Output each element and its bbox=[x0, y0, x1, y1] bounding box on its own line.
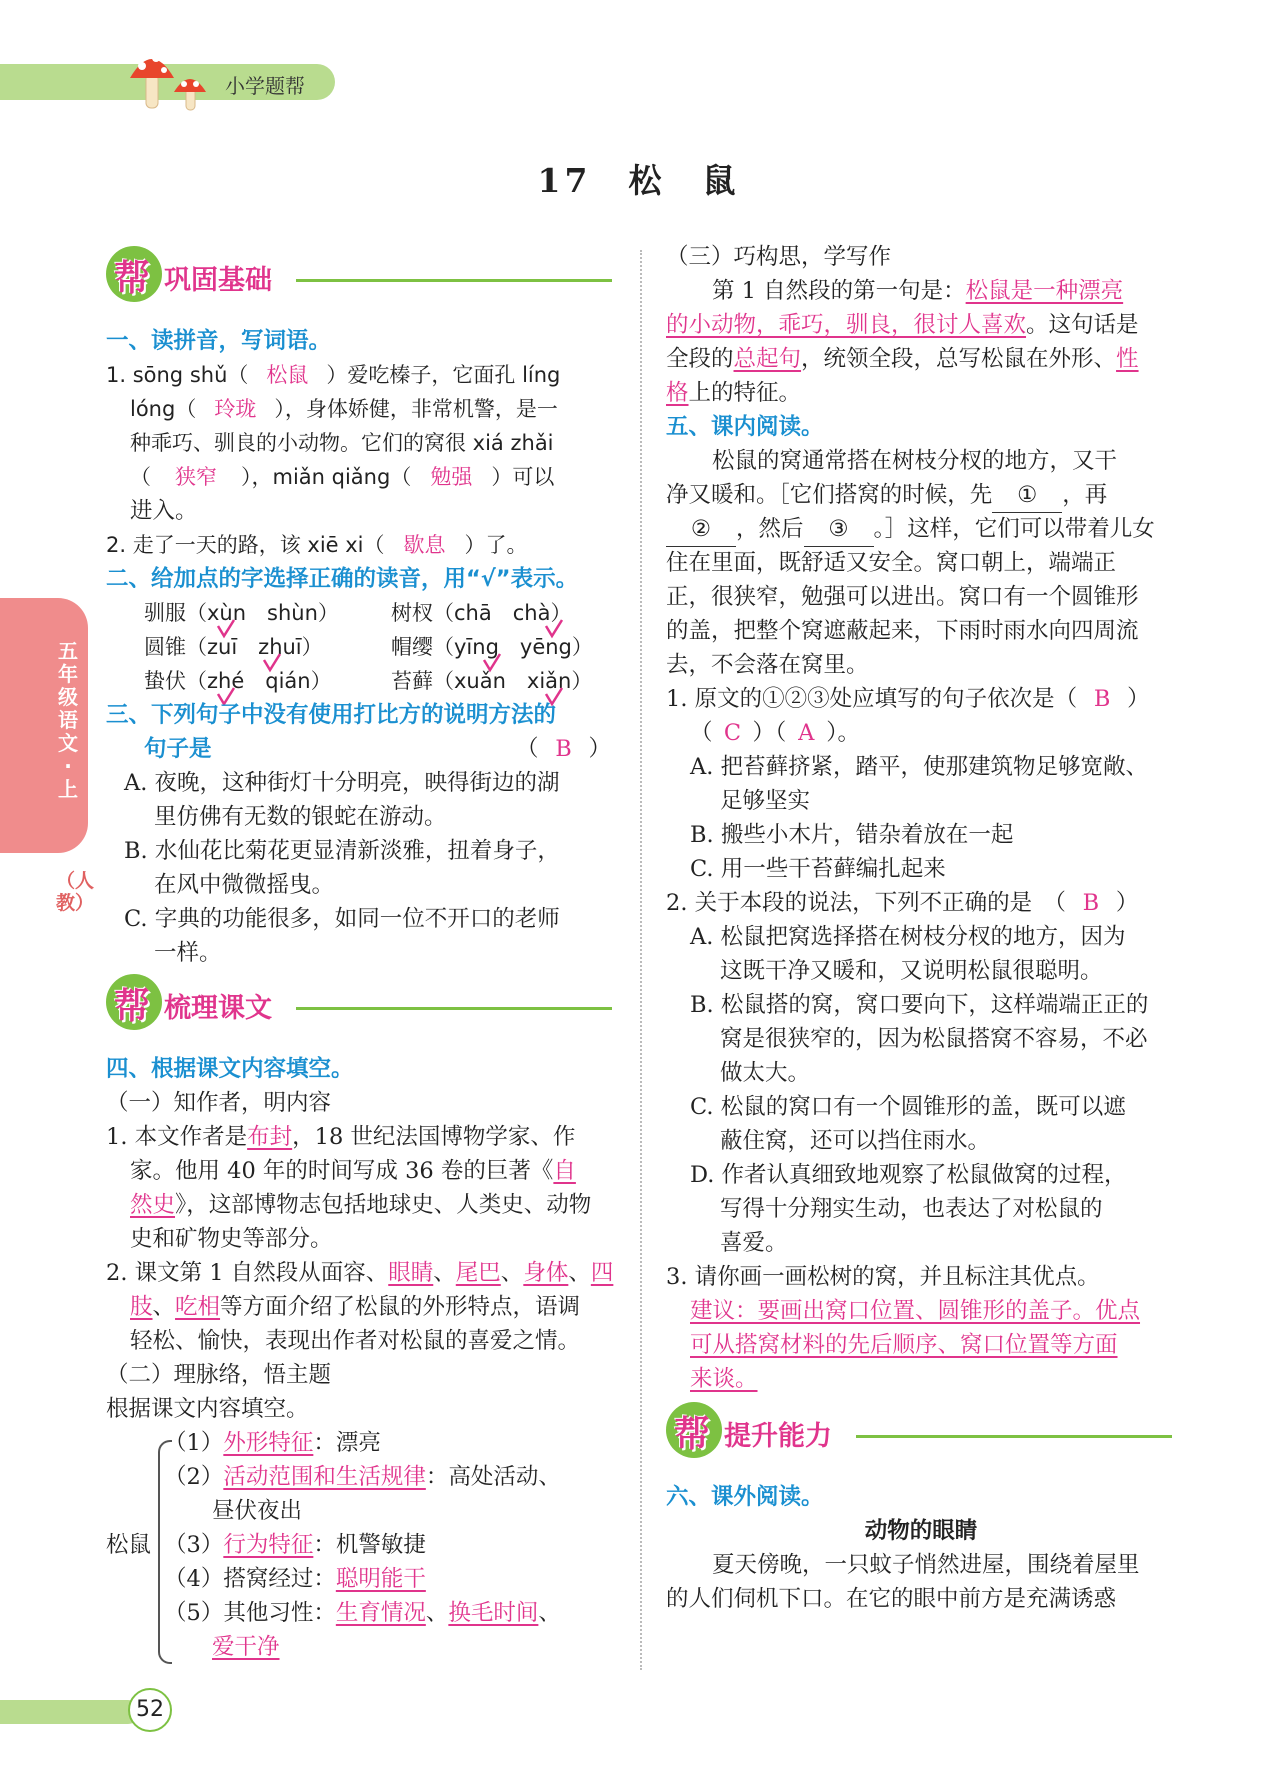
q4-sub: （二）理脉络，悟主题 bbox=[106, 1362, 332, 1388]
q4-line: 家。他用 40 年的时间写成 36 卷的巨著《自 bbox=[130, 1158, 576, 1184]
q5-1: 1. 原文的①②③处应填写的句子依次是（ B ） bbox=[666, 686, 1150, 712]
edition-label: （人教） bbox=[56, 870, 95, 914]
q5-2-option: 做太大。 bbox=[720, 1060, 811, 1086]
tree-item: （1）外形特征：漂亮 bbox=[164, 1430, 381, 1456]
q2-item: 树杈（chā chà） bbox=[391, 601, 572, 625]
q5-2-option: C. 松鼠的窝口有一个圆锥形的盖，既可以遮 bbox=[690, 1094, 1126, 1120]
tree-item: （5）其他习性：生育情况、换毛时间、 bbox=[164, 1600, 561, 1626]
q4-line: 史和矿物史等部分。 bbox=[130, 1226, 333, 1252]
passage-line: 的盖，把整个窝遮蔽起来，下雨时雨水向四周流 bbox=[666, 618, 1139, 644]
q1-line: 种乖巧、驯良的小动物。它们的窝很 xiá zhǎi bbox=[130, 431, 554, 455]
brand-label: 小学题帮 bbox=[225, 74, 305, 98]
column-divider bbox=[640, 250, 642, 1670]
q2-item: 驯服（xùn shùn） bbox=[144, 601, 339, 625]
q5-3: 3. 请你画一画松树的窝，并且标注其优点。 bbox=[666, 1264, 1100, 1290]
q5-1-option: A. 把苔藓挤紧，踏平，使那建筑物足够宽敞、 bbox=[690, 754, 1149, 780]
q4-line: 然史》，这部博物志包括地球史、人类史、动物 bbox=[130, 1192, 592, 1218]
page-number: 52 bbox=[128, 1688, 172, 1732]
tree-item: （3）行为特征：机警敏捷 bbox=[164, 1532, 426, 1558]
passage-line: 正，很狭窄，勉强可以进出。窝口有一个圆锥形 bbox=[666, 584, 1139, 610]
q5-2-option: D. 作者认真细致地观察了松鼠做窝的过程， bbox=[690, 1162, 1127, 1188]
section-banner-1: 帮 巩固基础 bbox=[106, 246, 616, 306]
article-line: 的人们伺机下口。在它的眼中前方是充满诱惑 bbox=[666, 1586, 1117, 1612]
q5-1-option: B. 搬些小木片，错杂着放在一起 bbox=[690, 822, 1014, 848]
q2-item: 蛰伏（zhé qián） bbox=[144, 669, 332, 693]
q3-option: 一样。 bbox=[154, 940, 222, 966]
q2-item: 帽缨（yīng yēng） bbox=[391, 635, 593, 659]
passage-line: ② ，然后 ③ 。］这样，它们可以带着儿女 bbox=[666, 512, 1155, 546]
q5-1-option: C. 用一些干苔藓编扎起来 bbox=[690, 856, 946, 882]
q5-2-option: 喜爱。 bbox=[720, 1230, 788, 1256]
tree-item: （4）搭窝经过：聪明能干 bbox=[164, 1566, 426, 1592]
sub-title: （三）巧构思，学写作 bbox=[666, 244, 892, 270]
article-line: 夏天傍晚，一只蚊子悄然进屋，围绕着屋里 bbox=[712, 1552, 1140, 1578]
q1-title: 一、读拼音，写词语。 bbox=[106, 328, 332, 354]
q4-line: 根据课文内容填空。 bbox=[106, 1396, 309, 1422]
q4-line: 肢、吃相等方面介绍了松鼠的外形特点，语调 bbox=[130, 1294, 581, 1320]
passage-line: 去，不会落在窝里。 bbox=[666, 652, 869, 678]
r-line: 格上的特征。 bbox=[666, 380, 802, 406]
q4-sub: （一）知作者，明内容 bbox=[106, 1090, 332, 1116]
q5-2-option: 蔽住窝，还可以挡住雨水。 bbox=[720, 1128, 991, 1154]
section-banner-3: 帮 提升能力 bbox=[666, 1402, 1176, 1462]
q2-item: 圆锥（zuī zhuī） bbox=[144, 635, 323, 659]
q3-title: 三、下列句子中没有使用打比方的说明方法的 bbox=[106, 702, 557, 728]
tree-item: （2）活动范围和生活规律：高处活动、 bbox=[164, 1464, 561, 1490]
r-line: 第 1 自然段的第一句是：松鼠是一种漂亮 bbox=[712, 278, 1124, 304]
q4-line: 轻松、愉快，表现出作者对松鼠的喜爱之情。 bbox=[130, 1328, 581, 1354]
q1-line: lóng（ 玲珑 ），身体娇健，非常机警，是一 bbox=[130, 397, 558, 421]
q5-2-option: A. 松鼠把窝选择搭在树枝分杈的地方，因为 bbox=[690, 924, 1126, 950]
q3-answer: （ B ） bbox=[516, 736, 612, 762]
q5-3-answer: 可从搭窝材料的先后顺序、窝口位置等方面 bbox=[690, 1332, 1118, 1358]
q5-1: （ C ）（ A ）。 bbox=[690, 720, 861, 746]
mushroom-icon bbox=[128, 44, 220, 114]
q1-line: （ 狭窄 ），miǎn qiǎng（ 勉强 ）可以 bbox=[130, 465, 555, 489]
tree-root: 松鼠 bbox=[106, 1532, 152, 1558]
q1-line: 进入。 bbox=[130, 498, 198, 524]
section-title: 巩固基础 bbox=[164, 265, 272, 296]
q3-option: A. 夜晚，这种街灯十分明亮，映得街边的湖 bbox=[124, 770, 560, 796]
grade-label: 五年级语文·上 bbox=[58, 639, 78, 801]
q4-title: 四、根据课文内容填空。 bbox=[106, 1056, 354, 1082]
q5-2-option: 窝是很狭窄的，因为松鼠搭窝不容易，不必 bbox=[720, 1026, 1148, 1052]
section-title: 梳理课文 bbox=[164, 993, 272, 1024]
section-title: 提升能力 bbox=[724, 1421, 832, 1452]
q5-title: 五、课内阅读。 bbox=[666, 414, 824, 440]
r-line: 的小动物，乖巧，驯良，很讨人喜欢。这句话是 bbox=[666, 312, 1139, 338]
q3-option: B. 水仙花比菊花更显清新淡雅，扭着身子， bbox=[124, 838, 560, 864]
q5-1-option: 足够坚实 bbox=[720, 788, 811, 814]
r-line: 全段的总起句，统领全段，总写松鼠在外形、性 bbox=[666, 346, 1139, 372]
tree-item: 昼伏夜出 bbox=[212, 1498, 303, 1524]
q5-2-option: 写得十分翔实生动，也表达了对松鼠的 bbox=[720, 1196, 1103, 1222]
q4-line: 1. 本文作者是布封，18 世纪法国博物学家、作 bbox=[106, 1124, 576, 1150]
section-banner-2: 帮 梳理课文 bbox=[106, 974, 616, 1034]
q1-line: 1. sōng shǔ（ 松鼠 ）爱吃榛子，它面孔 líng bbox=[106, 363, 561, 387]
q5-3-answer: 来谈。 bbox=[690, 1366, 758, 1392]
q3-title: 句子是 bbox=[144, 736, 212, 762]
q5-3-answer: 建议：要画出窝口位置、圆锥形的盖子。优点 bbox=[690, 1298, 1141, 1324]
footer-bar bbox=[0, 1700, 140, 1724]
checkmark-icon bbox=[106, 596, 616, 706]
passage-line: 松鼠的窝通常搭在树枝分杈的地方，又干 bbox=[712, 448, 1118, 474]
tree-item: 爱干净 bbox=[212, 1634, 280, 1660]
article-title: 动物的眼睛 bbox=[864, 1518, 978, 1544]
q6-title: 六、课外阅读。 bbox=[666, 1484, 824, 1510]
passage-line: 住在里面，既舒适又安全。窝口朝上，端端正 bbox=[666, 550, 1117, 576]
q3-option: C. 字典的功能很多，如同一位不开口的老师 bbox=[124, 906, 560, 932]
q5-2: 2. 关于本段的说法，下列不正确的是 （ B ） bbox=[666, 890, 1139, 916]
q5-2-option: 这既干净又暖和，又说明松鼠很聪明。 bbox=[720, 958, 1103, 984]
q3-option: 里仿佛有无数的银蛇在游动。 bbox=[154, 804, 447, 830]
q4-line: 2. 课文第 1 自然段从面容、眼睛、尾巴、身体、四 bbox=[106, 1260, 614, 1286]
passage-line: 净又暖和。［它们搭窝的时候，先 ① ，再 bbox=[666, 478, 1107, 512]
q2-title: 二、给加点的字选择正确的读音，用“√”表示。 bbox=[106, 566, 579, 592]
q2-item: 苔藓（xuǎn xiǎn） bbox=[391, 669, 593, 693]
q1-line: 2. 走了一天的路，该 xiē xi（ 歇息 ）了。 bbox=[106, 533, 528, 557]
q3-option: 在风中微微摇曳。 bbox=[154, 872, 335, 898]
q5-2-option: B. 松鼠搭的窝，窝口要向下，这样端端正正的 bbox=[690, 992, 1149, 1018]
lesson-title: 17 松 鼠 bbox=[537, 161, 740, 200]
